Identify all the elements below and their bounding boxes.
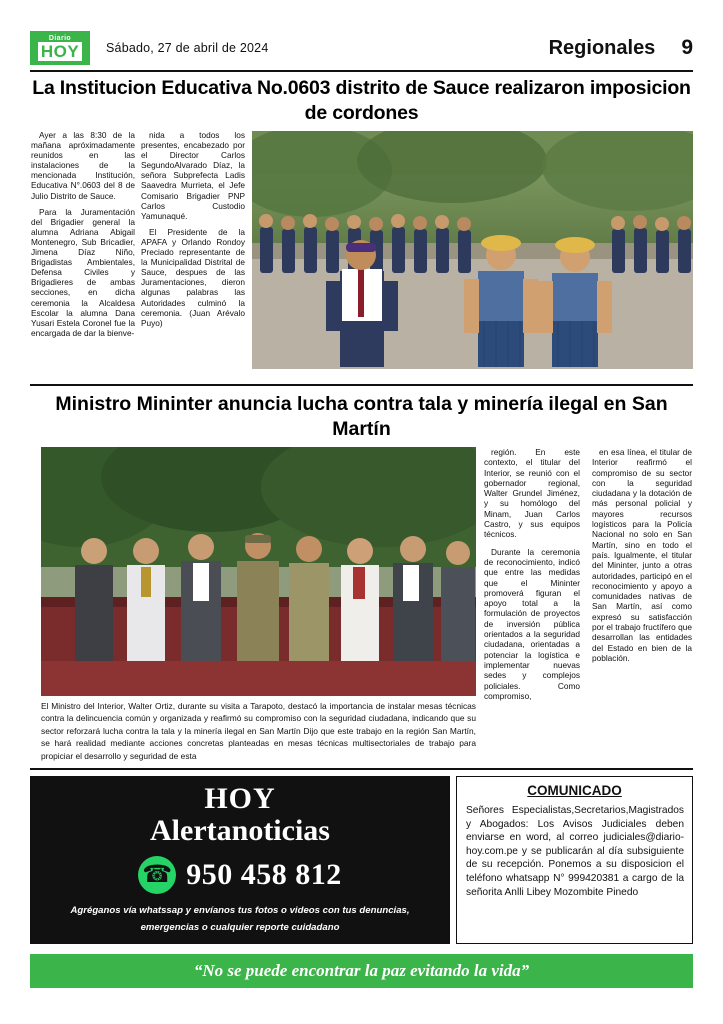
section-title: Regionales	[548, 37, 656, 59]
article2-c1-p1: región. En este contexto, el titular del Interior, se reunió con el gobernador regional, Walter Grundel Jiménez, y su homólogo del Minam, Juan Carlos Castro, y sus equipos técnicos.	[484, 447, 580, 540]
article2-column-1	[484, 447, 580, 708]
article2-photo-illustration	[41, 447, 476, 696]
masthead-right	[549, 36, 693, 60]
article2-headline: Ministro Mininter anuncia lucha contra tala y minería ilegal en San Martín	[55, 393, 668, 440]
ad-title-hoy: HOY	[204, 782, 276, 815]
article1-c1-p2: Para la Juramentación del Brigadier general la alumna Adriana Abigail Montenegro, Sub Bricadier, Jimena Díaz Niño, Brigadistas Ambientales, Defensa Civiles y Brigadieres de ambas secciones, en dicha ceremonia la Alcaldesa Escolar la alumna Dana Yusari Estela Coronel fue la encargada de dar la bienve-	[31, 206, 135, 338]
alertanoticias-ad[interactable]	[30, 776, 450, 944]
diario-hoy-logo	[30, 31, 90, 65]
issue-date: Sábado, 27 de abril de 2024	[106, 41, 269, 55]
article1-column-1	[31, 130, 135, 344]
page-number: 9	[681, 36, 693, 59]
article2-c1-p2: Durante la ceremonia de reconocimiento, indicó que entre las medidas que el Mininter promoverá figuran el apoyo total a la formulación de proyectos de inversión pública orientados a la seguridad ciudadana, orientadas a potenciar la logística e implementar nuevas sedes y complejos policiales. Como compromiso,	[484, 546, 580, 701]
masthead-divider	[30, 70, 693, 72]
comunicado-body: Señores Especialistas,Secretarios,Magistrados y Abogados: Los Avisos Judiciales deben enviarse en word, al correo judiciales@diario-hoy.com.pe y se publicarán al día subsiguiente de su recepción. Ponemos a su disposicion el teléfono whatsapp N° 999420381 a cargo de la señorita Anlli Libey Mozombite Pinedo	[466, 805, 684, 898]
article1-bottom-divider	[30, 384, 693, 386]
article2-column-2	[592, 447, 692, 670]
article1-photo-illustration	[252, 131, 693, 369]
masthead	[30, 28, 693, 68]
footer-quote-banner	[30, 954, 693, 988]
comunicado-title: COMUNICADO	[527, 783, 622, 798]
article1-c1-p1: Ayer a las 8:30 de la mañana apróximadamente reunidos en las instalaciones de la mencionada Institución, Educativa N°.0603 del 8 de Julio Distrito de Sauce.	[31, 130, 135, 201]
logo-main-text	[38, 43, 82, 61]
whatsapp-glyph: ☎	[142, 861, 173, 888]
article2-c2-p1: en esa línea, el titular de Interior reafirmó el compromiso de su sector con la seguridad ciudadana y la dotación de más personal policial y mayores recursos logísticos para la Policía Nacional no solo en San Martín, sino en todo el país. Igualmente, el titular del Mininter, junto a otras autoridades, participó en el reconocimiento y apoyo a comunidades nativas de San Martín, así como expresó su satisfacción por el trabajo fructífero que desarrollan las entidades del Estado en bien de la población.	[592, 447, 692, 663]
whatsapp-icon	[138, 856, 176, 894]
comunicado-ad	[456, 776, 693, 944]
article2-bottom-divider	[30, 768, 693, 770]
article1-column-2	[141, 130, 245, 334]
ad-title-alertanoticias: Alertanoticias	[150, 814, 330, 847]
article1-photo	[252, 131, 693, 369]
article2-caption: El Ministro del Interior, Walter Ortiz, durante su visita a Tarapoto, destacó la importancia de instalar mesas técnicas contra la delincuencia común y organizada y reafirmó su compromiso con la seguridad ciudadana, indicando que su sector reforzará lucha contra la tala y la minería ilegal en San Martín Dijo que este trabajo en la región San Martín, se hará realidad mediante acciones concretas planteadas en mesas técnicas multisectoriales de trabajo para propiciar el desarrollo y seguridad de esta	[41, 701, 476, 761]
ad-phone-number: 950 458 812	[186, 858, 342, 891]
footer-quote: “No se puede encontrar la paz evitando la vida”	[193, 961, 530, 980]
article1-c2-p2: El Presidente de la APAFA y Orlando Rondoy Preciado representante de la Municipalidad Distrital de Sauce, despues de las Juramentaciones, dieron algunas palabras las Autoridades culminó la ceremonia. (Juan Arévalo Puyo)	[141, 226, 245, 328]
ad-subtext: Agréganos vía whatssap y envíanos tus fotos o videos con tus denuncias, emergencias o cualquier reporte cuidadano	[70, 905, 410, 933]
article1-headline: La Institucion Educativa No.0603 distrito de Sauce realizaron imposicion de cordones	[32, 77, 691, 124]
article1-c2-p1: nida a todos los presentes, encabezado por el Director Carlos SegundoAlvarado Díaz, la señora Subprefecta Ladis Saavedra Murrieta, el Jefe Comisario Brigadier PNP Carlos Custodio Yamunaqué.	[141, 130, 245, 221]
logo-top-text: Diario	[48, 35, 72, 42]
logo-main-inner: HOY	[38, 42, 82, 61]
article2-photo	[41, 447, 476, 696]
ad-phone-row	[30, 856, 450, 894]
